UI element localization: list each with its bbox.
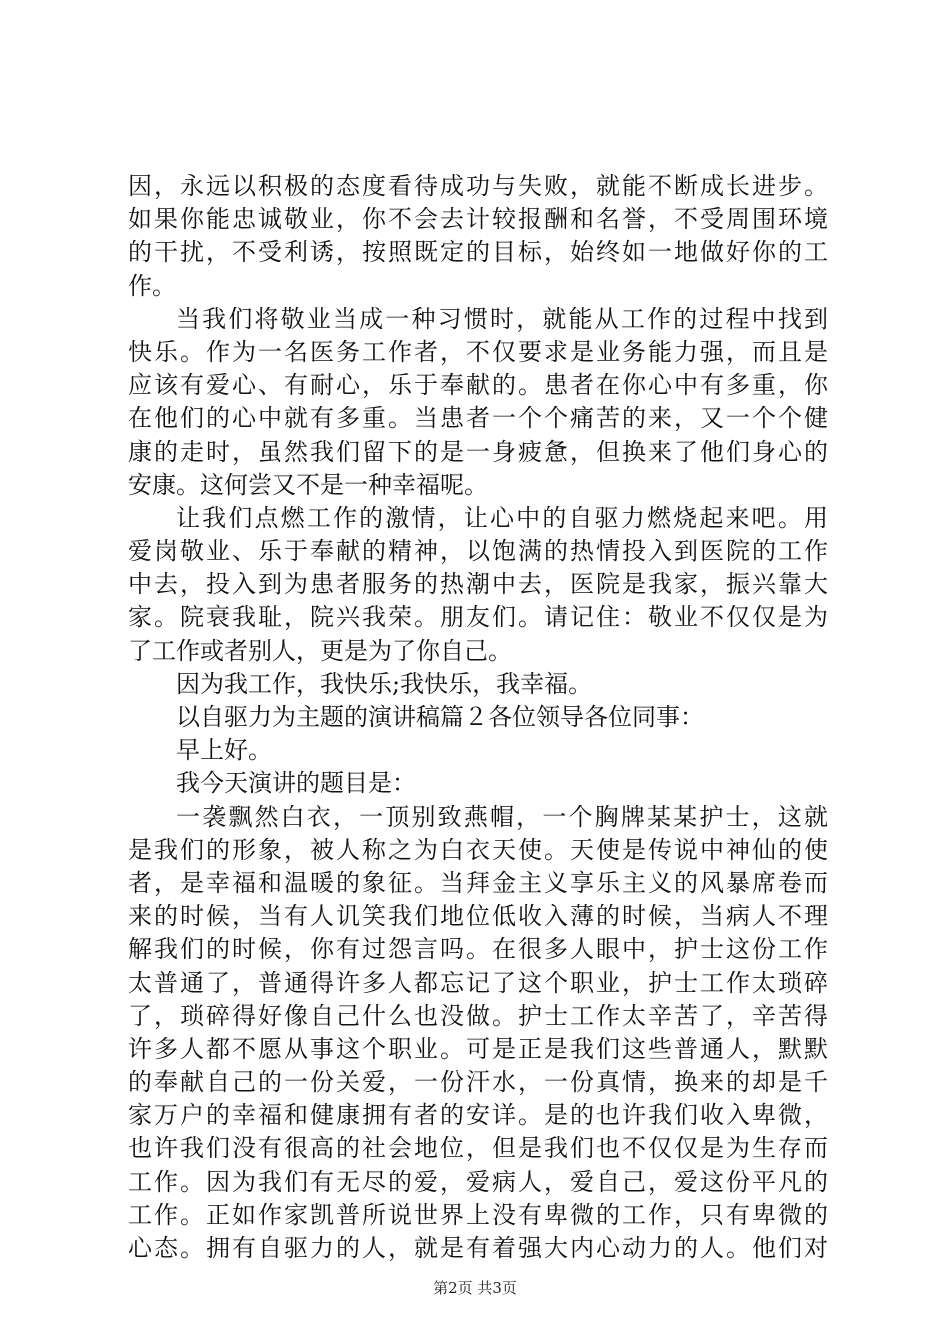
text-line: 作。 (128, 271, 176, 300)
text-line: 我今天演讲的题目是： (176, 769, 416, 798)
text-line: 许多人都不愿从事这个职业。可是正是我们这些普通人，默默 (128, 1034, 828, 1063)
text-line: 也许我们没有很高的社会地位，但是我们也不仅仅是为生存而 (128, 1134, 828, 1163)
text-line: 因，永远以积极的态度看待成功与失败，就能不断成长进步。 (128, 172, 828, 200)
text-line: 让我们点燃工作的激情，让心中的自驱力燃烧起来吧。用 (176, 503, 828, 532)
text-line: 太普通了，普通得许多人都忘记了这个职业，护士工作太琐碎 (128, 968, 828, 997)
text-line: 工作。正如作家凯普所说世界上没有卑微的工作，只有卑微的 (128, 1200, 828, 1229)
text-line: 因为我工作，我快乐;我快乐，我幸福。 (176, 669, 593, 698)
page-number-footer: 第2页 共3页 (433, 1279, 517, 1297)
text-line: 安康。这何尝又不是一种幸福呢。 (128, 470, 488, 499)
text-line: 解我们的时候，你有过怨言吗。在很多人眼中，护士这份工作 (128, 935, 828, 964)
text-line: 的干扰，不受利诱，按照既定的目标，始终如一地做好你的工 (128, 238, 828, 267)
text-line: 在他们的心中就有多重。当患者一个个痛苦的来，又一个个健 (128, 404, 828, 433)
text-line: 家万户的幸福和健康拥有者的安详。是的也许我们收入卑微， (128, 1101, 828, 1130)
text-line: 者，是幸福和温暖的象征。当拜金主义享乐主义的风暴席卷而 (128, 868, 828, 897)
text-line: 快乐。作为一名医务工作者，不仅要求是业务能力强，而且是 (128, 337, 828, 366)
text-line: 康的走时，虽然我们留下的是一身疲惫，但换来了他们身心的 (128, 437, 828, 466)
text-line: 是我们的形象，被人称之为白衣天使。天使是传说中神仙的使 (128, 835, 828, 864)
text-line: 以自驱力为主题的演讲稿篇２各位领导各位同事： (176, 703, 704, 731)
text-line: 一袭飘然白衣，一顶别致燕帽，一个胸牌某某护士，这就 (176, 802, 828, 831)
text-line: 应该有爱心、有耐心，乐于奉献的。患者在你心中有多重，你 (128, 371, 828, 400)
text-line: 中去，投入到为患者服务的热潮中去，医院是我家，振兴靠大 (128, 570, 828, 599)
text-line: 了，琐碎得好像自己什么也没做。护士工作太辛苦了，辛苦得 (128, 1001, 828, 1030)
text-line: 的奉献自己的一份关爱，一份汗水，一份真情，换来的却是千 (128, 1068, 828, 1097)
text-line: 了工作或者别人，更是为了你自己。 (128, 636, 512, 665)
text-line: 心态。拥有自驱力的人，就是有着强大内心动力的人。他们对 (128, 1234, 828, 1262)
text-line: 工作。因为我们有无尽的爱，爱病人，爱自己，爱这份平凡的 (128, 1167, 828, 1196)
text-line: 如果你能忠诚敬业，你不会去计较报酬和名誉，不受周围环境 (128, 205, 828, 234)
text-line: 早上好。 (176, 736, 272, 765)
text-line: 爱岗敬业、乐于奉献的精神，以饱满的热情投入到医院的工作 (128, 537, 828, 566)
text-line: 来的时候，当有人讥笑我们地位低收入薄的时候，当病人不理 (128, 902, 828, 931)
document-body (128, 170, 828, 1265)
text-line: 家。院衰我耻，院兴我荣。朋友们。请记住：敬业不仅仅是为 (128, 603, 828, 632)
text-line: 当我们将敬业当成一种习惯时，就能从工作的过程中找到 (176, 304, 828, 333)
